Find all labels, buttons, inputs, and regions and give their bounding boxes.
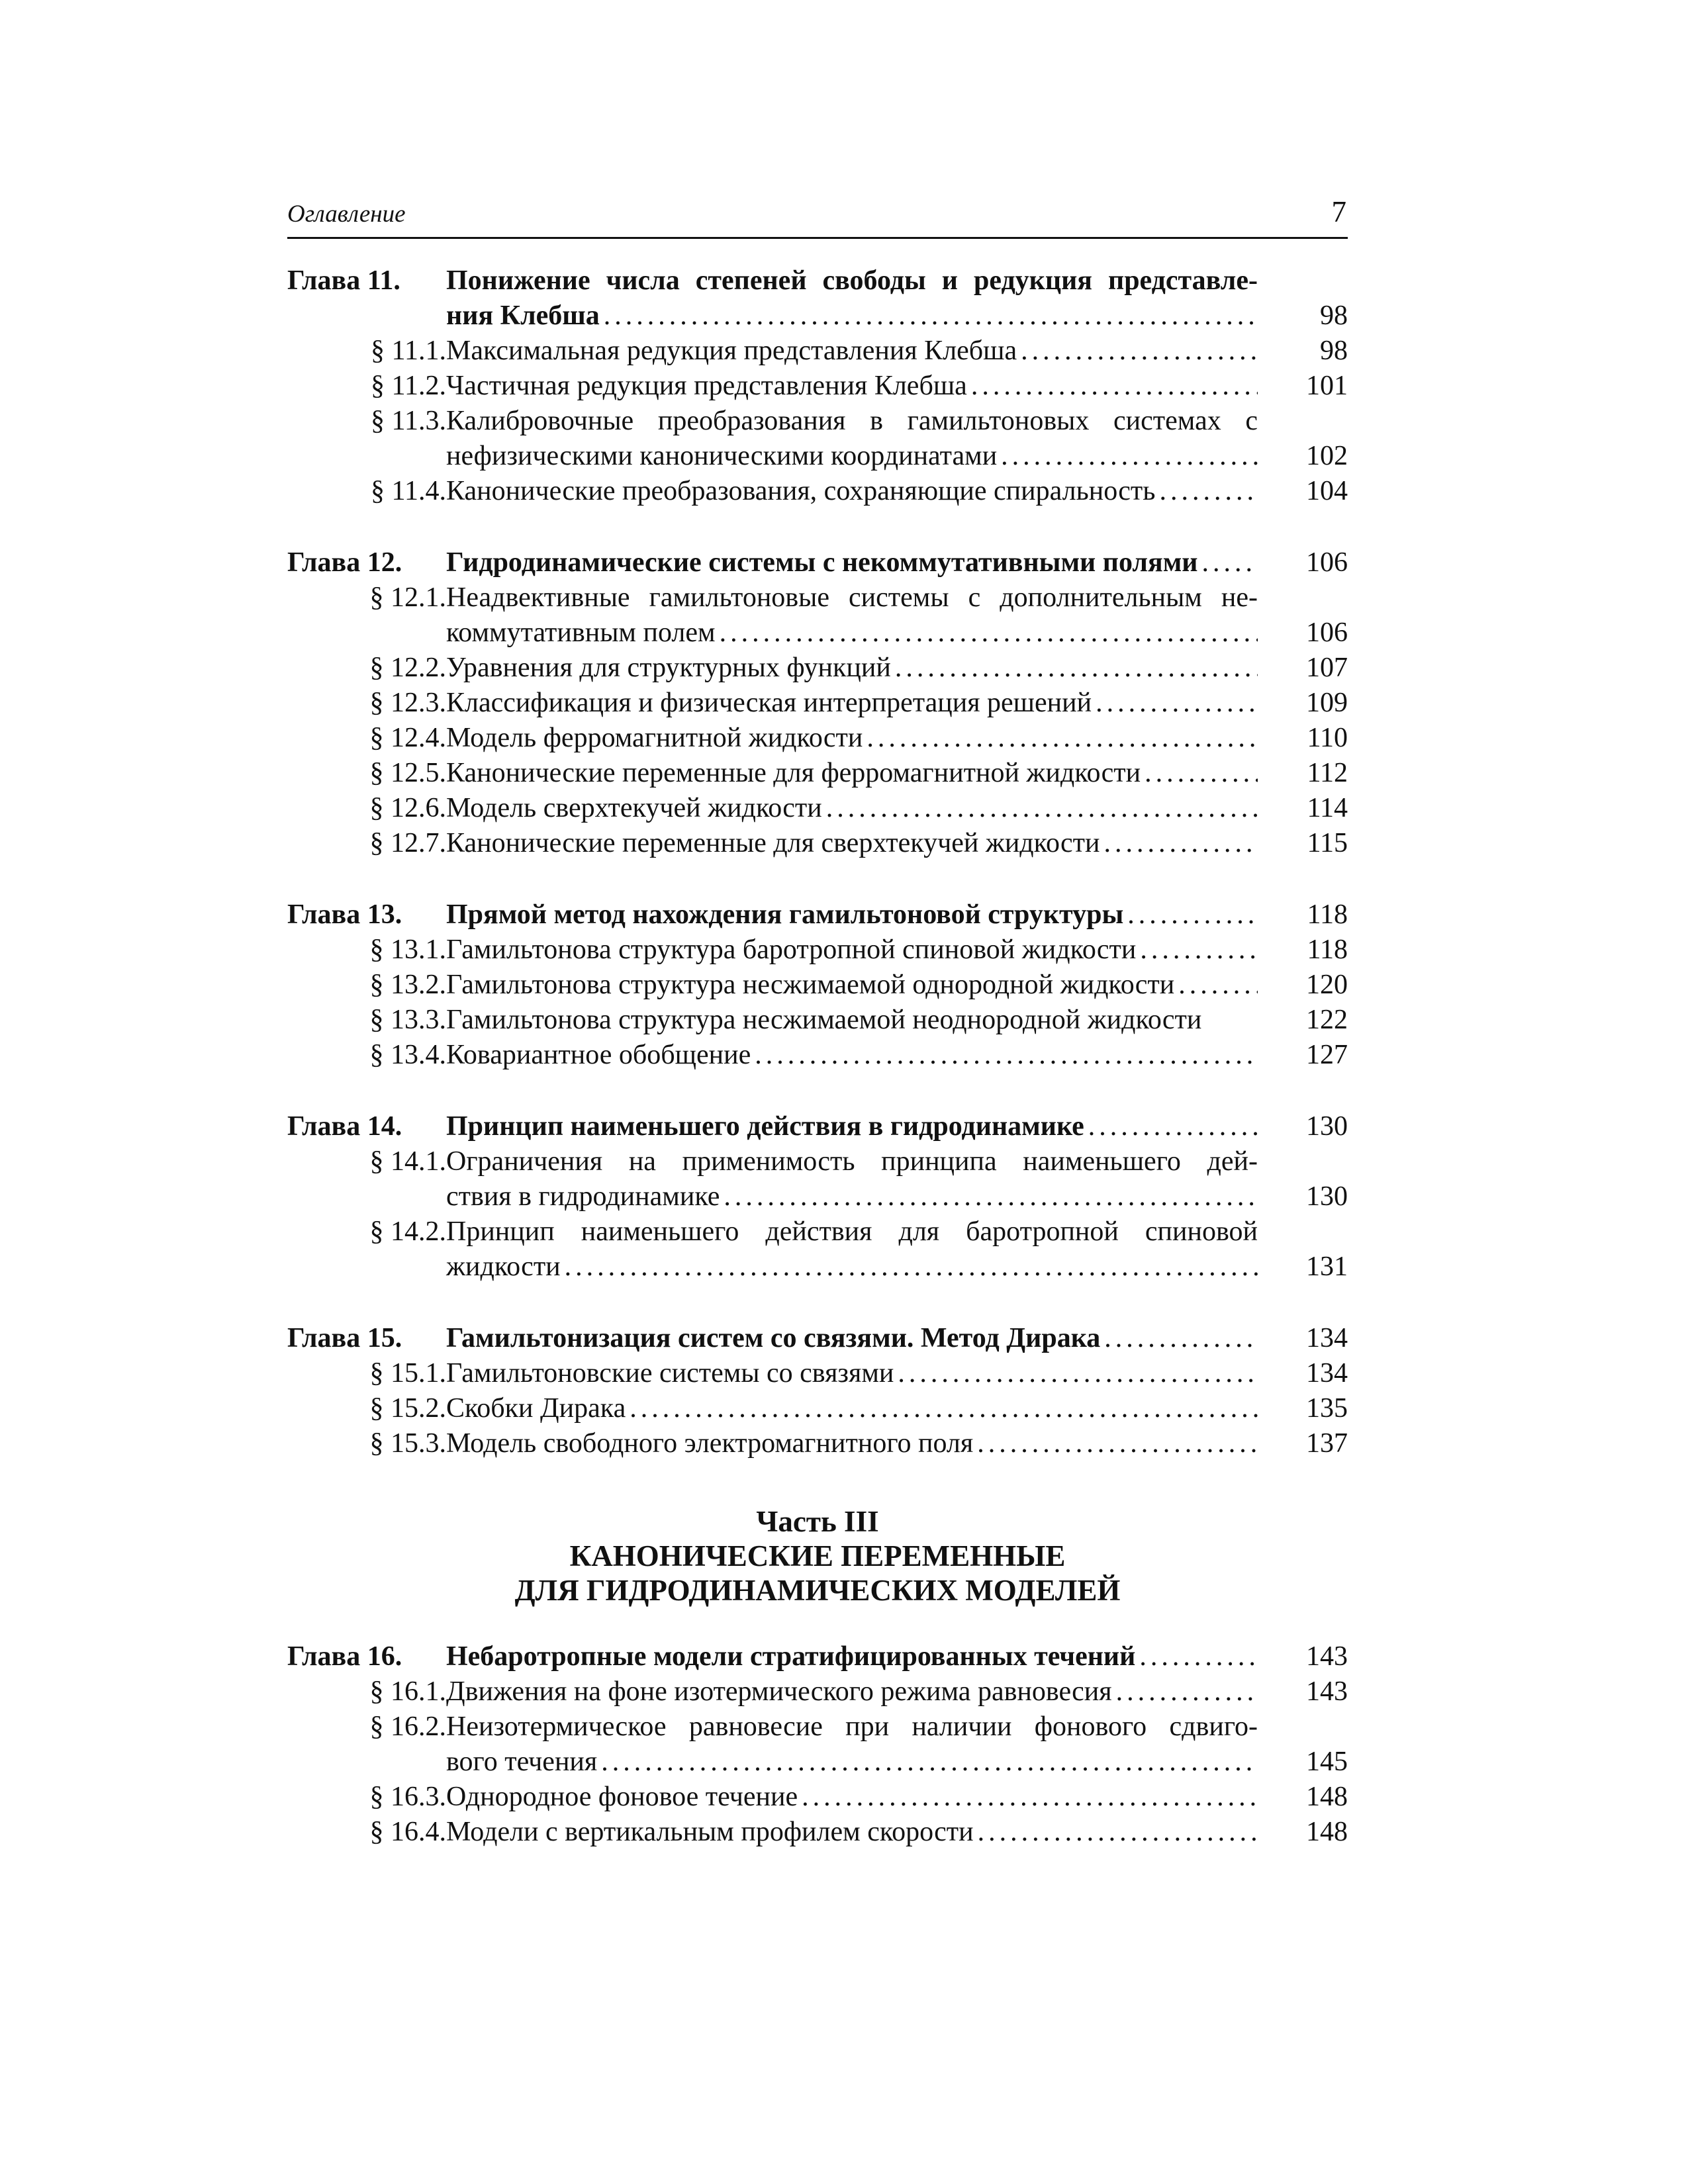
section-entry — [287, 334, 1348, 369]
chapter-entry — [287, 263, 1348, 334]
running-header — [287, 195, 1348, 239]
section-title: Модель свободного электромагнитного поля — [446, 1428, 974, 1459]
page-ref: 109 — [1306, 688, 1348, 718]
section-label: § 12.1. — [369, 582, 446, 613]
chapter-entry — [287, 1639, 1348, 1674]
page-ref: 143 — [1306, 1641, 1348, 1672]
section-title-line: Неадвективные гамильтоновые системы с дополнительным не- — [446, 582, 1258, 613]
section-entry — [287, 721, 1348, 756]
section-label: § 11.1. — [371, 336, 446, 366]
section-title-line: Принцип наименьшего действия для баротропной спиновой — [446, 1216, 1258, 1247]
page-ref: 106 — [1306, 617, 1348, 648]
leader-dots — [1178, 968, 1258, 1003]
section-label: § 16.4. — [369, 1817, 446, 1847]
chapter-title: Гамильтонизация систем со связями. Метод Дирака — [446, 1323, 1101, 1353]
section-title: Канонические переменные для ферромагнитной жидкости — [446, 758, 1141, 788]
section-title: коммутативным полем — [446, 617, 716, 648]
page-ref: 127 — [1306, 1040, 1348, 1070]
section-label: § 16.2. — [369, 1711, 446, 1742]
section-title: Ковариантное обобщение — [446, 1040, 751, 1070]
leader-dots — [1140, 933, 1258, 968]
running-header-title: Оглавление — [287, 201, 406, 228]
leader-dots — [898, 1356, 1258, 1391]
page-ref: 130 — [1306, 1111, 1348, 1142]
chapter-label: Глава 13. — [287, 899, 402, 930]
part-title-line: КАНОНИЧЕСКИЕ ПЕРЕМЕННЫЕ — [569, 1539, 1066, 1572]
leader-dots — [565, 1250, 1258, 1285]
section-title: Классификация и физическая интерпретация решений — [446, 688, 1092, 718]
page-ref: 120 — [1306, 970, 1348, 1000]
section-label: § 14.2. — [369, 1216, 446, 1247]
page-ref: 114 — [1307, 793, 1348, 823]
section-title: Канонические переменные для сверхтекучей жидкости — [446, 828, 1100, 858]
page-ref: 98 — [1320, 336, 1348, 366]
page-ref: 112 — [1307, 758, 1348, 788]
section-title-line: Ограничения на применимость принципа наименьшего дей- — [446, 1146, 1258, 1177]
page-ref: 122 — [1306, 1005, 1348, 1035]
leader-dots — [1021, 334, 1258, 369]
page-number: 7 — [1331, 195, 1346, 228]
leader-dots — [604, 298, 1258, 334]
page-ref: 107 — [1306, 653, 1348, 683]
leader-dots — [720, 615, 1258, 651]
chapter-label: Глава 12. — [287, 547, 402, 578]
section-entry — [287, 933, 1348, 968]
section-entry — [287, 1426, 1348, 1461]
leader-dots — [755, 1038, 1258, 1073]
page-ref: 110 — [1307, 723, 1348, 753]
section-title-line: Неизотермическое равновесие при наличии фонового сдвиго- — [446, 1711, 1258, 1742]
section-entry — [287, 651, 1348, 686]
section-title: Модель ферромагнитной жидкости — [446, 723, 863, 753]
part-heading — [287, 1498, 1348, 1639]
section-entry — [287, 580, 1348, 651]
section-label: § 12.7. — [369, 828, 446, 858]
section-entry — [287, 1815, 1348, 1850]
leader-dots — [971, 369, 1258, 404]
section-label: § 15.1. — [369, 1358, 446, 1388]
leader-dots — [601, 1745, 1258, 1780]
page-ref: 115 — [1307, 828, 1348, 858]
section-label: § 15.2. — [369, 1393, 446, 1424]
section-label: § 13.4. — [369, 1040, 446, 1070]
section-title: Модели с вертикальным профилем скорости — [446, 1817, 974, 1847]
page-ref: 143 — [1306, 1676, 1348, 1707]
section-entry — [287, 791, 1348, 826]
section-entry — [287, 1674, 1348, 1709]
section-title: Гамильтоновские системы со связями — [446, 1358, 894, 1388]
page-ref: 106 — [1306, 547, 1348, 578]
chapter-entry — [287, 897, 1348, 933]
leader-dots — [1139, 1639, 1258, 1674]
section-title: Уравнения для структурных функций — [446, 653, 891, 683]
leader-dots — [977, 1426, 1258, 1461]
leader-dots — [802, 1780, 1258, 1815]
section-title: Канонические преобразования, сохраняющие спиральность — [446, 476, 1156, 506]
section-title: Гамильтонова структура баротропной спиновой жидкости — [446, 934, 1137, 965]
section-entry — [287, 1003, 1348, 1038]
chapter-title: Прямой метод нахождения гамильтоновой структуры — [446, 899, 1124, 930]
section-entry — [287, 1709, 1348, 1780]
chapter-label: Глава 14. — [287, 1111, 402, 1142]
chapter-label: Глава 11. — [287, 265, 400, 296]
leader-dots — [1103, 826, 1258, 861]
page-ref: 135 — [1306, 1393, 1348, 1424]
section-label: § 13.1. — [369, 934, 446, 965]
chapter-label: Глава 16. — [287, 1641, 402, 1672]
section-label: § 12.3. — [369, 688, 446, 718]
page-ref: 104 — [1306, 476, 1348, 506]
page-ref: 102 — [1306, 441, 1348, 471]
page-ref: 145 — [1306, 1747, 1348, 1777]
section-label: § 11.2. — [371, 371, 446, 401]
section-entry — [287, 1356, 1348, 1391]
chapter-title: Небаротропные модели стратифицированных течений — [446, 1641, 1136, 1672]
section-title: нефизическими каноническими координатами — [446, 441, 998, 471]
section-entry — [287, 474, 1348, 509]
leader-dots — [630, 1391, 1258, 1426]
leader-dots — [1088, 1109, 1258, 1144]
section-label: § 12.4. — [369, 723, 446, 753]
section-title: Гамильтонова структура несжимаемой неоднородной жидкости — [446, 1005, 1202, 1035]
page-ref: 148 — [1306, 1782, 1348, 1812]
section-label: § 12.5. — [369, 758, 446, 788]
chapter-title-line: Понижение числа степеней свободы и редукция представле- — [446, 265, 1258, 296]
page-ref: 130 — [1306, 1181, 1348, 1212]
leader-dots — [867, 721, 1258, 756]
section-entry — [287, 1780, 1348, 1815]
leader-dots — [826, 791, 1258, 826]
section-title: Модель сверхтекучей жидкости — [446, 793, 822, 823]
section-label: § 13.2. — [369, 970, 446, 1000]
section-label: § 12.6. — [369, 793, 446, 823]
section-entry — [287, 404, 1348, 474]
chapter-title: Гидродинамические системы с некоммутативными полями — [446, 547, 1198, 578]
chapter-entry — [287, 1109, 1348, 1144]
part-title-line: ДЛЯ ГИДРОДИНАМИЧЕСКИХ МОДЕЛЕЙ — [514, 1574, 1121, 1607]
page-ref: 101 — [1306, 371, 1348, 401]
section-entry — [287, 1391, 1348, 1426]
leader-dots — [895, 651, 1258, 686]
leader-dots — [1202, 545, 1258, 580]
section-entry — [287, 756, 1348, 791]
chapter-entry — [287, 545, 1348, 580]
section-label: § 12.2. — [369, 653, 446, 683]
leader-dots — [1116, 1674, 1258, 1709]
page-ref: 137 — [1306, 1428, 1348, 1459]
leader-dots — [978, 1815, 1258, 1850]
chapter-label: Глава 15. — [287, 1323, 402, 1353]
leader-dots — [1096, 686, 1258, 721]
page-ref: 98 — [1320, 300, 1348, 331]
part-label: Часть III — [756, 1505, 879, 1538]
page-ref: 131 — [1306, 1251, 1348, 1282]
page-ref: 134 — [1306, 1358, 1348, 1388]
page-ref: 134 — [1306, 1323, 1348, 1353]
section-entry — [287, 686, 1348, 721]
page-ref: 148 — [1306, 1817, 1348, 1847]
section-label: § 13.3. — [369, 1005, 446, 1035]
section-label: § 11.4. — [371, 476, 446, 506]
leader-dots — [1127, 897, 1258, 933]
section-title: жидкости — [446, 1251, 561, 1282]
section-label: § 15.3. — [369, 1428, 446, 1459]
page-ref: 118 — [1307, 899, 1348, 930]
section-title: Частичная редукция представления Клебша — [446, 371, 967, 401]
section-label: § 11.3. — [371, 406, 446, 436]
leader-dots — [1001, 439, 1258, 474]
section-entry — [287, 1214, 1348, 1285]
chapter-title: Принцип наименьшего действия в гидродинамике — [446, 1111, 1084, 1142]
section-title: Скобки Дирака — [446, 1393, 626, 1424]
section-entry — [287, 369, 1348, 404]
section-label: § 16.1. — [369, 1676, 446, 1707]
section-entry — [287, 968, 1348, 1003]
section-entry — [287, 1038, 1348, 1073]
section-entry — [287, 826, 1348, 861]
leader-dots — [1104, 1321, 1258, 1356]
chapter-entry — [287, 1321, 1348, 1356]
chapter-title: ния Клебша — [446, 300, 600, 331]
section-title: Однородное фоновое течение — [446, 1782, 798, 1812]
section-title: Гамильтонова структура несжимаемой однородной жидкости — [446, 970, 1175, 1000]
section-title-line: Калибровочные преобразования в гамильтоновых системах с — [446, 406, 1258, 436]
page-ref: 118 — [1307, 934, 1348, 965]
section-title: вого течения — [446, 1747, 598, 1777]
section-label: § 16.3. — [369, 1782, 446, 1812]
section-title: ствия в гидродинамике — [446, 1181, 720, 1212]
section-title: Максимальная редукция представления Клебша — [446, 336, 1017, 366]
section-label: § 14.1. — [369, 1146, 446, 1177]
leader-dots — [1145, 756, 1258, 791]
table-of-contents — [287, 263, 1348, 1850]
section-title: Движения на фоне изотермического режима равновесия — [446, 1676, 1112, 1707]
leader-dots — [1159, 474, 1258, 509]
section-entry — [287, 1144, 1348, 1214]
leader-dots — [724, 1179, 1258, 1214]
